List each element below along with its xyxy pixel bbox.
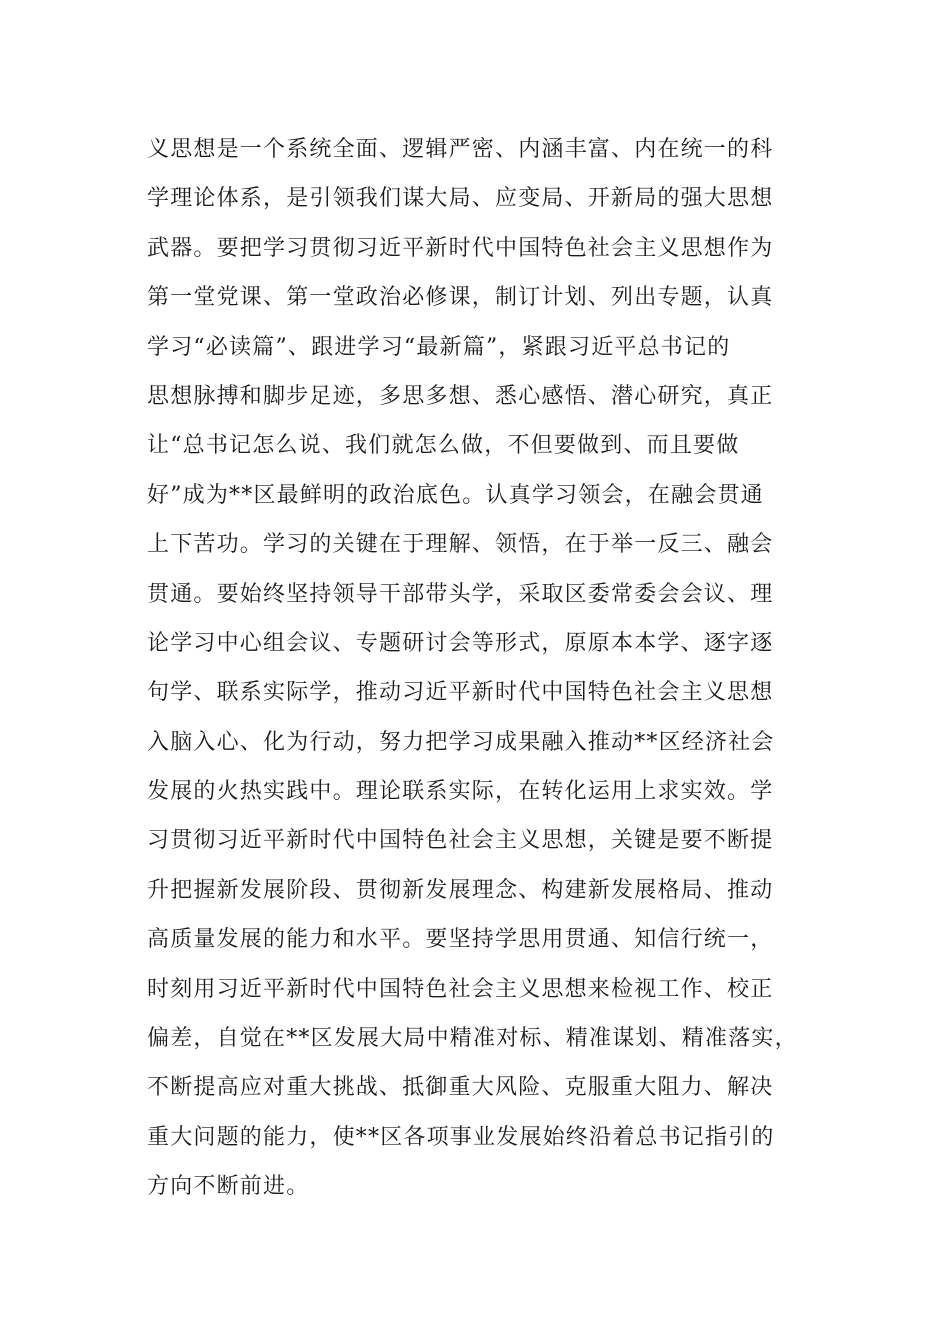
- text-line: 上下苦功。学习的关键在于理解、领悟，在于举一反三、融会: [147, 532, 774, 558]
- text-line: 不断提高应对重大挑战、抵御重大风险、克服重大阻力、解决: [147, 1075, 774, 1101]
- text-line: 学习“必读篇”、跟进学习“最新篇”，紧跟习近平总书记的: [147, 334, 731, 360]
- text-line: 好”成为**区最鲜明的政治底色。认真学习领会，在融会贯通: [147, 482, 764, 508]
- text-line: 义思想是一个系统全面、逻辑严密、内涵丰富、内在统一的科: [147, 137, 774, 162]
- text-line: 升把握新发展阶段、贯彻新发展理念、构建新发展格局、推动: [147, 877, 774, 903]
- text-line: 思想脉搏和脚步足迹，多思多想、悉心感悟、潜心研究，真正: [147, 383, 774, 409]
- text-line: 高质量发展的能力和水平。要坚持学思用贯通、知信行统一，: [147, 927, 774, 953]
- text-line: 论学习中心组会议、专题研讨会等形式，原原本本学、逐字逐: [147, 630, 774, 656]
- text-line: 让“总书记怎么说、我们就怎么做，不但要做到、而且要做: [147, 433, 740, 459]
- text-line: 贯通。要始终坚持领导干部带头学，采取区委常委会会议、理: [147, 581, 774, 607]
- text-line: 发展的火热实践中。理论联系实际，在转化运用上求实效。学: [147, 779, 774, 805]
- text-line: 入脑入心、化为行动，努力把学习成果融入推动**区经济社会: [147, 729, 775, 755]
- text-line: 习贯彻习近平新时代中国特色社会主义思想，关键是要不断提: [147, 828, 774, 854]
- text-line: 第一堂党课、第一堂政治必修课，制订计划、列出专题，认真: [147, 285, 774, 311]
- text-line: 句学、联系实际学，推动习近平新时代中国特色社会主义思想: [147, 680, 774, 706]
- text-line: 学理论体系，是引领我们谋大局、应变局、开新局的强大思想: [147, 186, 774, 212]
- text-line: 偏差，自觉在**区发展大局中精准对标、精准谋划、精准落实，: [147, 1026, 798, 1052]
- text-line: 重大问题的能力，使**区各项事业发展始终沿着总书记指引的: [147, 1124, 775, 1150]
- text-line: 武器。要把学习贯彻习近平新时代中国特色社会主义思想作为: [147, 235, 774, 261]
- text-line: 方向不断前进。: [147, 1174, 310, 1200]
- body-text: [147, 125, 807, 1212]
- text-line: 时刻用习近平新时代中国特色社会主义思想来检视工作、校正: [147, 976, 774, 1002]
